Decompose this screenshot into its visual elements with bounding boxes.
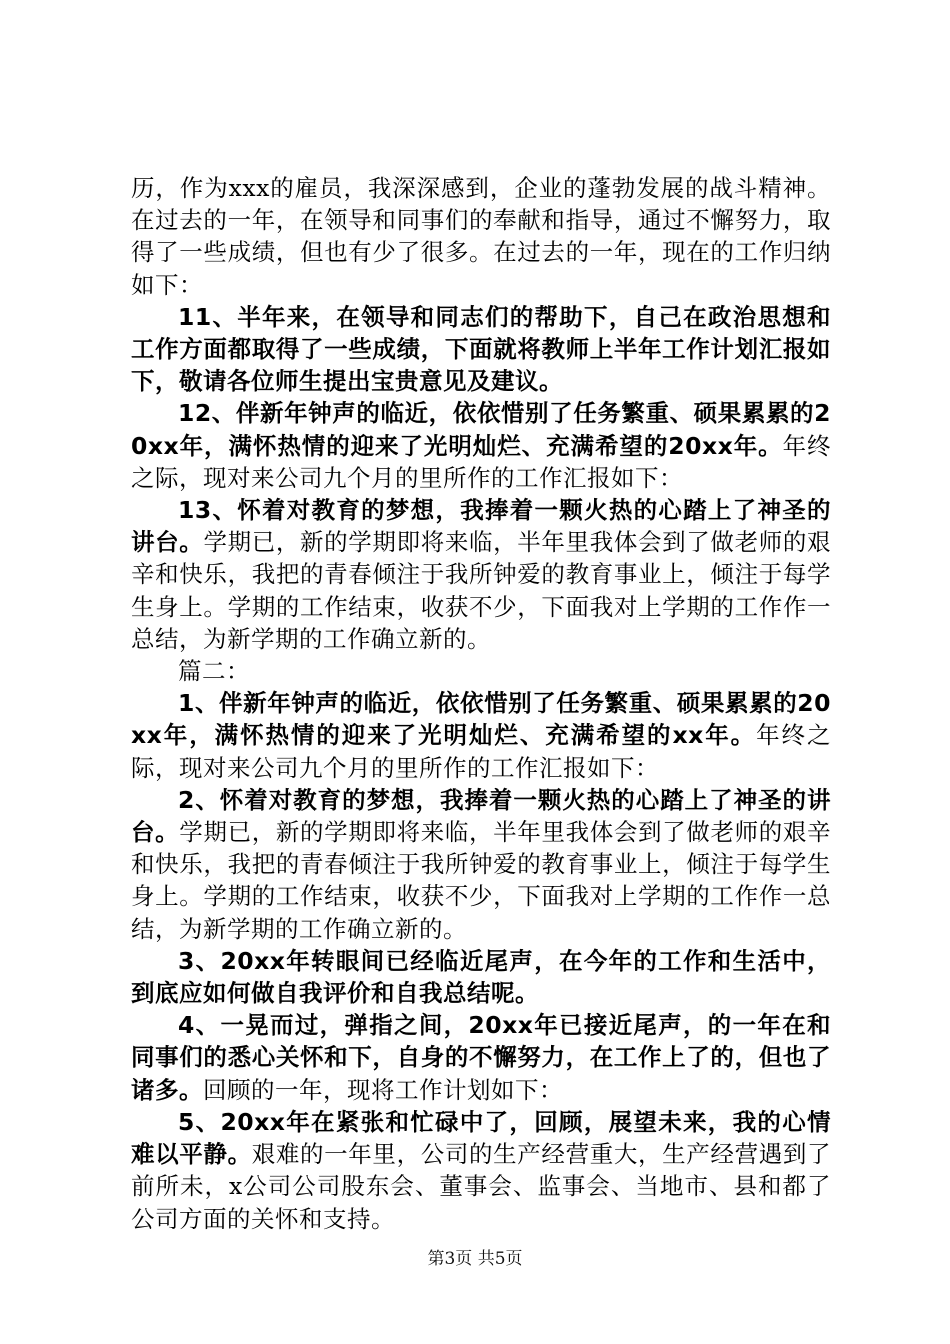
paragraph-text: 2、怀着对教育的梦想，我捧着一颗火热的心踏上了神圣的讲台。 xyxy=(131,785,831,847)
paragraph-text: 5、20xx年在紧张和忙碌中了，回顾，展望未来，我的心情难以平静。 xyxy=(131,1107,831,1169)
paragraph-text: 年终之际，现对来公司九个月的里所作的工作汇报如下： xyxy=(131,431,832,492)
section-heading-part-two xyxy=(131,655,831,687)
page-number-footer: 第3页 共5页 xyxy=(427,1249,523,1269)
paragraph-text: 学期已，新的学期即将来临，半年里我体会到了做老师的艰辛和快乐，我把的青春倾注于我所钟爱的教育事业上，倾注于每学生身上。学期的工作结束，收获不少，下面我对上学期的工作作一总结，为新学期的工作确立新的。 xyxy=(131,818,832,943)
paragraph-item-3 xyxy=(131,945,831,1009)
paragraph-text: 12、伴新年钟声的临近，依依惜别了任务繁重、硕果累累的20xx年，满怀热情的迎来了光明灿烂、充满希望的20xx年。 xyxy=(131,399,831,460)
paragraph-text: 学期已，新的学期即将来临，半年里我体会到了做老师的艰辛和快乐，我把的青春倾注于我所钟爱的教育事业上，倾注于每学生身上。学期的工作结束，收获不少，下面我对上学期的工作作一总结，为新学期的工作确立新的。 xyxy=(131,528,832,653)
paragraph-text: 艰难的一年里，公司的生产经营重大，生产经营遇到了前所未，x公司公司股东会、董事会、监事会、当地市、县和都了公司方面的关怀和支持。 xyxy=(131,1140,832,1233)
paragraph-item-12 xyxy=(131,397,831,494)
paragraph-item-13 xyxy=(131,494,831,655)
paragraph-item-1 xyxy=(131,687,831,784)
paragraph-item-2 xyxy=(131,784,831,945)
paragraph-intro xyxy=(131,172,831,301)
paragraph-item-5 xyxy=(131,1106,831,1235)
paragraph-text: 4、一晃而过，弹指之间，20xx年已接近尾声，的一年在和同事们的悉心关怀和下，自身的不懈努力，在工作上了的，但也了诸多。 xyxy=(131,1011,831,1104)
paragraph-text: 11、半年来，在领导和同志们的帮助下，自己在政治思想和工作方面都取得了一些成绩，下面就将教师上半年工作计划汇报如下，敬请各位师生提出宝贵意见及建议。 xyxy=(131,302,831,396)
paragraph-text: 3、20xx年转眼间已经临近尾声，在今年的工作和生活中，到底应如何做自我评价和自我总结呢。 xyxy=(131,946,831,1008)
paragraph-text: 历，作为xxx的雇员，我深深感到，企业的蓬勃发展的战斗精神。在过去的一年，在领导和同事们的奉献和指导，通过不懈努力，取得了一些成绩，但也有少了很多。在过去的一年，现在的工作归纳如下： xyxy=(131,174,831,299)
paragraph-text: 回顾的一年，现将工作计划如下： xyxy=(203,1075,563,1104)
section-heading-text: 篇二： xyxy=(178,657,250,686)
paragraph-item-11 xyxy=(131,301,831,398)
paragraph-item-4 xyxy=(131,1009,831,1106)
document-body xyxy=(131,172,831,1235)
paragraph-text: 13、怀着对教育的梦想，我捧着一颗火热的心踏上了神圣的讲台。 xyxy=(131,496,831,557)
paragraph-text: 年终之际，现对来公司九个月的里所作的工作汇报如下： xyxy=(131,721,831,782)
paragraph-text: 1、伴新年钟声的临近，依依惜别了任务繁重、硕果累累的20xx年，满怀热情的迎来了光明灿烂、充满希望的xx年。 xyxy=(131,689,831,750)
